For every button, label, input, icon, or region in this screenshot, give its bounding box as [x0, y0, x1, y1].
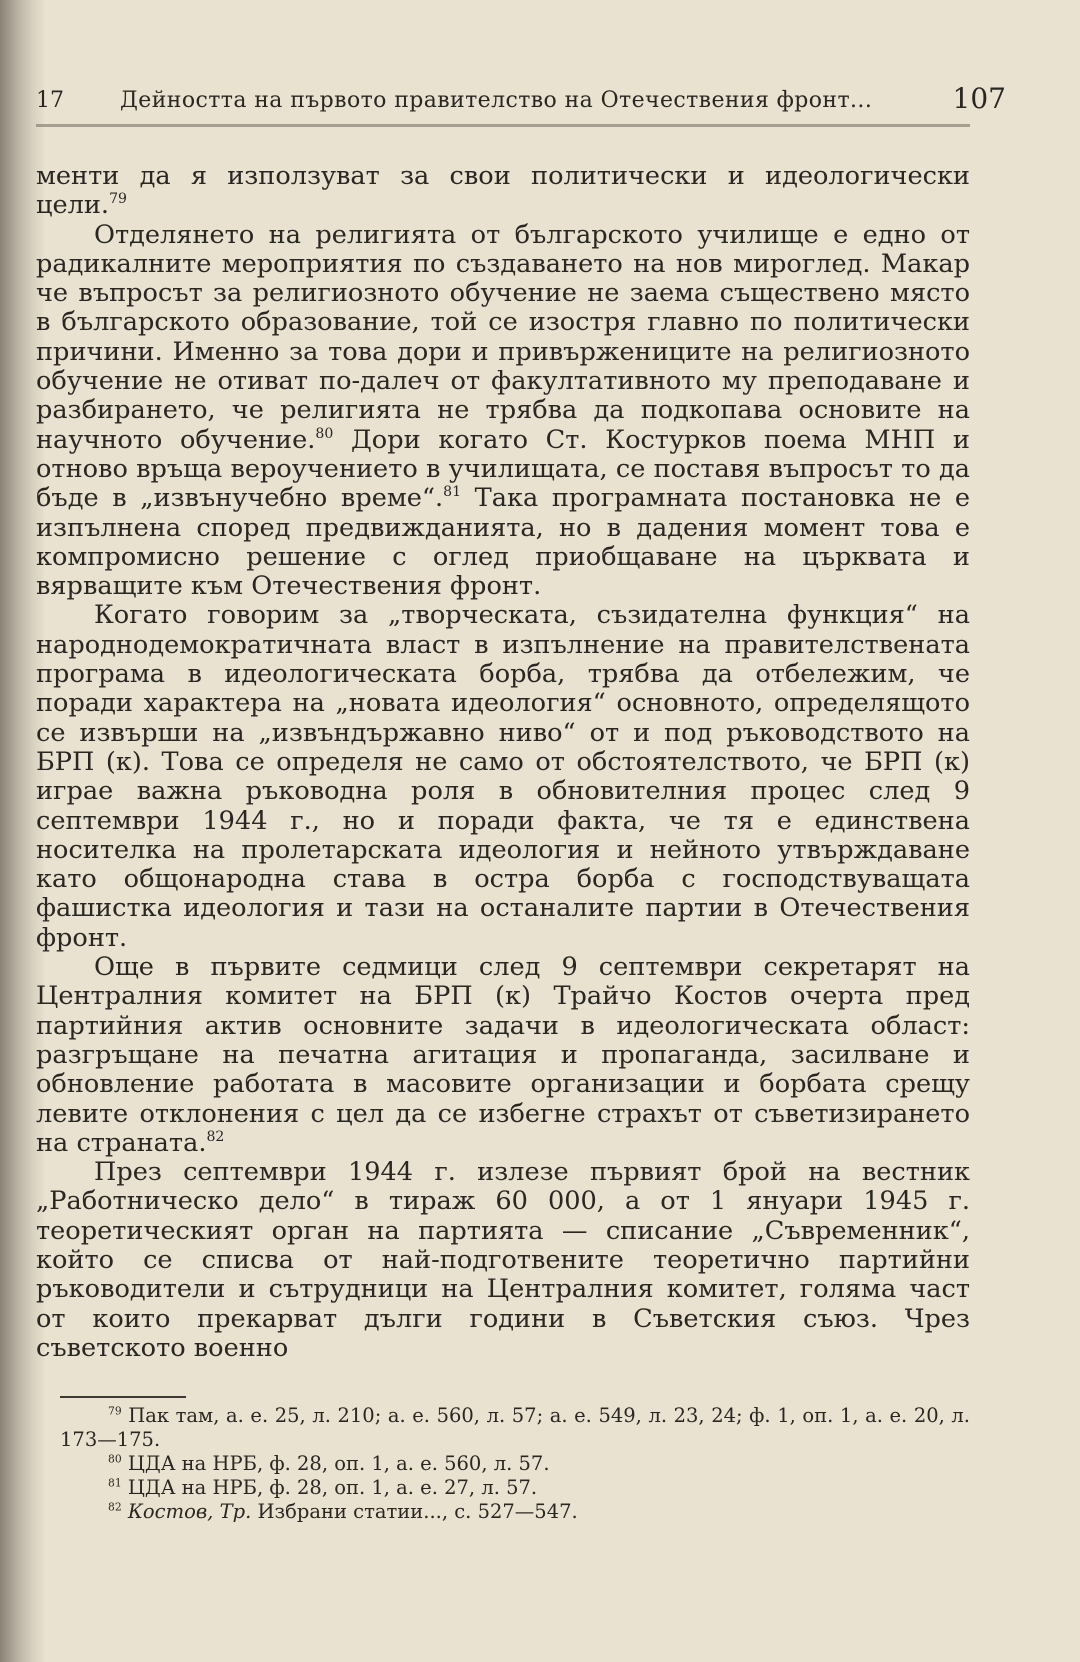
footnote-text: ЦДА на НРБ, ф. 28, оп. 1, а. е. 27, л. 57. [127, 1476, 538, 1499]
footnote-separator [60, 1396, 186, 1398]
paragraph-text: Още в първите седмици след 9 септември секретарят на Централния комитет на БРП (к) Трайчо Костов очерта пред партийния актив основните задачи в идеологическата област: разгръщане на печатна агитация и пропаганда, засилване и обновление работата в масовите организации и борбата срещу левите отклонения с цел да се избегне страхът от съветизирането на страната. [36, 952, 970, 1158]
page-number: 107 [952, 82, 1006, 115]
footnote-number: 81 [108, 1476, 122, 1490]
footnote-number: 80 [108, 1452, 122, 1466]
footnotes [60, 1404, 970, 1524]
book-page [36, 0, 1036, 1662]
header-rule [36, 124, 970, 127]
footnote-author: Костов, Тр. [127, 1500, 252, 1523]
paragraph [36, 1158, 970, 1363]
footnote-number: 79 [108, 1404, 122, 1418]
running-header [36, 82, 1006, 126]
footnote [60, 1452, 970, 1476]
footnote-ref: 81 [443, 484, 462, 501]
paragraph-text: Отделянето на религията от българското училище е едно от радикалните мероприятия по създаването на нов мироглед. Макар че въпросът за религиозното обучение не заема съществено място в българското образование, той се изостря главно по политически причини. Именно за това дори и привържениците на религиозното обучение не отиват по-далеч от факултативното му преподаване и разбирането, че религията не трябва да подкопава основите на научното обучение. [36, 219, 970, 455]
footnote [60, 1476, 970, 1500]
footnote-text: ЦДА на НРБ, ф. 28, оп. 1, а. е. 560, л. 57. [127, 1452, 550, 1475]
paragraph-text: Когато говорим за „творческата, съзидателна функция“ на народнодемократичната власт в изпълнение на правителствената програма в идеологическата борба, трябва да отбележим, че поради характера на „новата идеология“ основното, определящото се извърши на „извъндържавно ниво“ от и под ръководството на БРП (к). Това се определя не само от обстоятелството, че БРП (к) играе важна ръководна роля в обновителния процес след 9 септември 1944 г., но и поради факта, че тя е единствена носителка на пролетарската идеология и нейното утвърждаване като общонародна става в остра борба с господствуващата фашистка идеология и тази на останалите партии в Отечествения фронт. [36, 600, 970, 953]
paragraph [36, 953, 970, 1158]
footnote-text: Избрани статии..., с. 527—547. [257, 1500, 578, 1523]
footnote-ref: 79 [109, 191, 127, 208]
footnote-ref: 82 [206, 1128, 225, 1145]
footnote-number: 82 [108, 1500, 122, 1514]
paragraph-text: През септември 1944 г. излезе първият брой на вестник „Работническо дело“ в тираж 60 000, а от 1 януари 1945 г. теоретическият орган на партията — списание „Съвременник“, който се списва от най-подготвените теоретично партийни ръководители и сътрудници на Централния комитет, голяма част от които прекарват дълги години в Съветския съюз. Чрез съветското военно [36, 1157, 970, 1363]
footnote [60, 1500, 970, 1524]
paragraph [36, 162, 970, 221]
paragraph [36, 601, 970, 953]
footnote [60, 1404, 970, 1452]
running-title: Дейността на първото правителство на Отечествения фронт... [120, 88, 873, 113]
paragraph-text: менти да я използуват за свои политически и идеологически цели. [36, 161, 970, 221]
paragraph-text: Така програмната постановка не е изпълнена според предвижданията, но в дадения момент това е компромисно решение с оглед приобщаване на църквата и вярващите към Отечествения фронт. [36, 483, 970, 602]
paragraph [36, 221, 970, 602]
footnote-text: Пак там, а. е. 25, л. 210; а. е. 560, л. 57; а. е. 549, л. 23, 24; ф. 1, оп. 1, а. е. 20, л. 173—175. [60, 1404, 971, 1451]
chapter-number: 17 [36, 88, 64, 113]
body-text [36, 162, 970, 1363]
footnote-ref: 80 [315, 425, 334, 442]
paragraph-text: Дори когато Ст. Костурков поема МНП и отново връща вероучението в училищата, се поставя въпросът то да бъде в „извънучебно време“. [36, 424, 970, 514]
